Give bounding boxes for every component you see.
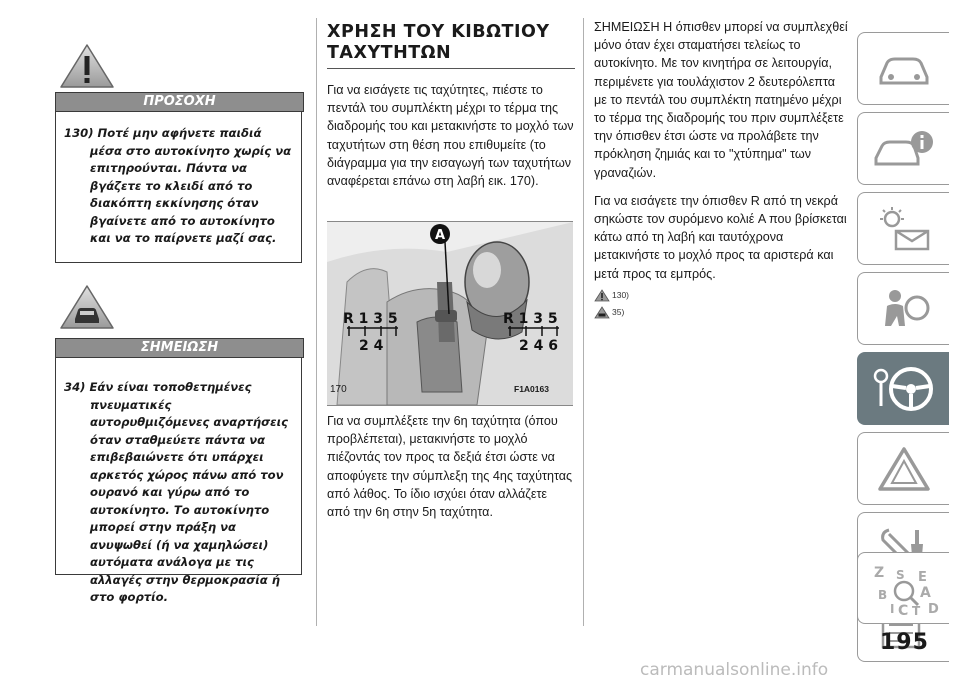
references: [594, 289, 848, 319]
main-section: [327, 22, 575, 190]
note-box: [55, 357, 302, 604]
svg-text:C: C: [897, 603, 908, 619]
svg-text:I: I: [889, 602, 894, 616]
left-gate-bottom: 2 4: [359, 338, 384, 354]
column-separator: [316, 18, 317, 626]
note-triangle-icon: [58, 283, 116, 331]
tab-dashboard[interactable]: [857, 32, 949, 105]
svg-text:A: A: [919, 585, 931, 601]
tab-index[interactable]: [857, 552, 949, 624]
left-gate-top: R 1 3 5: [343, 311, 398, 327]
car-dashboard-icon: [875, 49, 933, 89]
tab-safety[interactable]: [857, 272, 949, 345]
page-number: 195: [880, 630, 929, 655]
svg-text:T: T: [911, 604, 920, 618]
right-gate-bottom: 2 4 6: [519, 338, 558, 354]
warning-lights-icon: [874, 205, 934, 253]
section-title: ΧΡΗΣΗ ΤΟΥ ΚΙΒΩΤΙΟΥ ΤΑΧΥΤΗΤΩΝ: [327, 22, 575, 69]
svg-text:D: D: [927, 602, 939, 617]
right-gate-top: R 1 3 5: [503, 311, 558, 327]
gearshift-figure: [327, 221, 573, 406]
index-icon: [866, 557, 942, 619]
tab-starting-driving[interactable]: [857, 352, 949, 425]
warning-small-icon: [594, 289, 610, 302]
reference-warning[interactable]: 130): [594, 289, 848, 302]
section-paragraph-1: Για να εισάγετε τις ταχύτητες, πιέστε το πεντάλ του συμπλέκτη μέχρι το τέρμα της διαδρομής του και μετακινήστε το μοχλό των ταχυτήτων στη θέση που επιθυμείτε (το διάγραμμα για την εισαγωγή των ταχυτήτων αναφέρεται επάνω στη λαβή εικ. 170).: [327, 83, 574, 189]
note-item: 34) Εάν είναι τοποθετημένες πνευματικές αυτορυθμιζόμενες αναρτήσεις όταν σταθμεύετε πάντα να επιβεβαιώνετε ότι υπάρχει αρκετός χώρος πάνω από τον ουρανό και γύρω από το αυτοκίνητο. Το αυτοκίνητο μπορεί στην πράξη να ανυψωθεί (ή να χαμηλώσει) αυτόματα ανάλογα με τις αλλαγές στην θερμοκρασία ή στο φορτίο.: [64, 380, 289, 604]
right-column: [594, 18, 848, 323]
airbag-safety-icon: [875, 286, 933, 332]
tab-info[interactable]: [857, 112, 949, 185]
watermark: carmanualsonline.info: [640, 660, 829, 680]
note-band: ΣΗΜΕΙΩΣΗ: [55, 338, 304, 358]
figure-number: 170: [330, 384, 347, 395]
warning-item: 130) Ποτέ μην αφήνετε παιδιά μέσα στο αυτοκίνητο χωρίς να επιτηρούνται. Πάντα να βγάζετε το κλειδί από το διακόπτη εκκίνησης όταν βγαίνετε από το αυτοκίνητο και να το παίρνετε μαζί σας.: [64, 126, 292, 245]
column-separator: [583, 18, 584, 626]
reference-note[interactable]: 35): [594, 306, 848, 319]
svg-text:B: B: [877, 588, 887, 602]
svg-text:E: E: [917, 570, 927, 585]
note-small-icon: [594, 306, 610, 319]
tab-warning-lights[interactable]: [857, 192, 949, 265]
warning-triangle-icon: [58, 42, 116, 90]
steering-key-icon: [871, 364, 937, 414]
warning-box: [55, 111, 302, 263]
car-info-icon: [872, 128, 936, 170]
right-paragraph-2: Για να εισάγετε την όπισθεν R από τη νεκρά σηκώστε τον συρόμενο κολιέ A που βρίσκεται κάτω από τη λαβή και ταυτόχρονα μετακινήστε το μοχλό προς τα αριστερά και μετά προς τα εμπρός.: [594, 193, 847, 281]
figure-code: F1A0163: [514, 384, 549, 394]
warning-band: ΠΡΟΣΟΧΗ: [55, 92, 304, 112]
svg-text:Z: Z: [873, 565, 884, 581]
section-paragraph-2: Για να συμπλέξετε την 6η ταχύτητα (όπου προβλέπεται), μετακινήστε το μοχλό πιέζοντάς τον προς τα δεξιά έτσι ώστε να αποφύγετε την σύμπλεξη της 4ης ταχύτητας από λάθος. Το ίδιο ισχύει όταν αλλάζετε από την 6η στην 5η ταχύτητα.: [327, 414, 573, 520]
emergency-triangle-icon: [874, 445, 934, 493]
figure-marker-a: A: [434, 228, 446, 243]
tab-emergency[interactable]: [857, 432, 949, 505]
svg-text:S: S: [895, 568, 905, 582]
right-paragraph-1: ΣΗΜΕΙΩΣΗ Η όπισθεν μπορεί να συμπλεχθεί μόνο όταν έχει σταματήσει τελείως το αυτοκίνητο. Με τον κινητήρα σε λειτουργία, περιμένετε για τουλάχιστον 2 δευτερόλεπτα με το πεντάλ του συμπλέκτη πατημένο μέχρι το τέρμα της διαδρομής του πριν συμπλέξετε την όπισθεν έτσι ώστε να προλάβετε την πρόκληση ζημιάς και το "χτύπημα" των γραναζιών.: [594, 20, 848, 180]
gear-lever-illustration: [327, 222, 573, 405]
